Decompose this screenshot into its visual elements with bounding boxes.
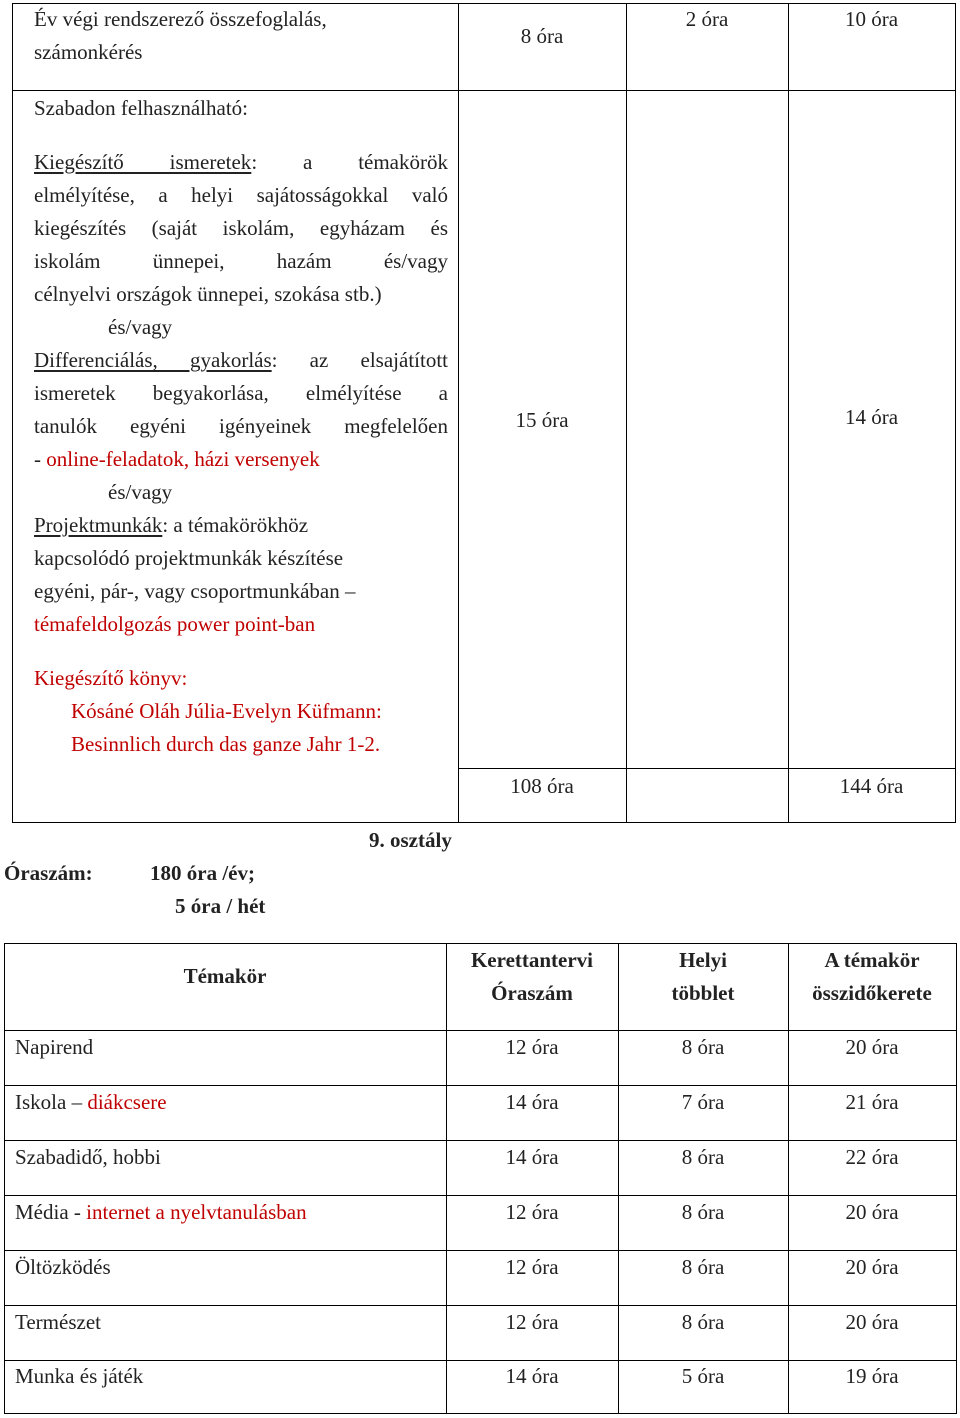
topic-name: Öltözködés bbox=[15, 1255, 111, 1279]
supplementary-book-label: Kiegészítő könyv: bbox=[34, 666, 188, 690]
header-local-extra: Helyi többlet bbox=[671, 948, 735, 1005]
local-hours: 7 óra bbox=[681, 1090, 725, 1114]
free-use-framework-hours: 15 óra bbox=[515, 408, 569, 432]
or-separator: és/vagy bbox=[108, 315, 173, 339]
framework-hours: 14 óra bbox=[505, 1145, 559, 1169]
local-hours: 8 óra bbox=[681, 1310, 725, 1334]
topic-name: Iskola – diákcsere bbox=[15, 1090, 167, 1114]
total-hours: 20 óra bbox=[845, 1310, 899, 1334]
hours-label: Óraszám: bbox=[4, 861, 93, 885]
differentiation-line: Differenciálás, gyakorlás: az elsajátított bbox=[34, 348, 448, 372]
framework-hours: 14 óra bbox=[505, 1090, 559, 1114]
framework-hours: 12 óra bbox=[505, 1035, 559, 1059]
grade-title: 9. osztály bbox=[369, 828, 452, 852]
extra-knowledge-line: Kiegészítő ismeretek: a témakörök bbox=[34, 150, 449, 174]
framework-hours: 12 óra bbox=[505, 1200, 559, 1224]
supplementary-book-title: Besinnlich durch das ganze Jahr 1-2. bbox=[71, 732, 381, 756]
topic-name: Média - internet a nyelvtanulásban bbox=[15, 1200, 307, 1224]
free-use-heading: Szabadon felhasználható: bbox=[34, 96, 248, 120]
grand-total-all: 144 óra bbox=[839, 774, 904, 798]
total-hours: 20 óra bbox=[845, 1200, 899, 1224]
hours-per-week: 5 óra / hét bbox=[175, 894, 266, 918]
projects-line: Projektmunkák: a témakörökhöz bbox=[34, 513, 309, 537]
framework-hours: 14 óra bbox=[505, 1364, 559, 1388]
local-hours: 8 óra bbox=[681, 1145, 725, 1169]
header-total-time: A témakör összidőkerete bbox=[812, 948, 932, 1005]
free-use-block: Szabadon felhasználható: Kiegészítő ismeretek: a témakörök elmélyítése, a helyi sajátosságokkal való kiegészítés (saját iskolám, egyházam és iskolám ünnepei, hazám és/vagy célnyelvi országok ünnepei, szokása stb.) és/vagy Differenciálás, gyakorlás: az elsajátított ismeretek begyakorlása, elmélyítése a tanulók egyéni igényeinek megfelelően - online-feladatok, házi versenyek és/vagy Projektmunkák: a témakörökhöz kapcsolódó projektmunkák készítése egyéni, pár-, vagy csoportmunkában – témafeldolgozás power point-ban Kiegészítő könyv: Kósáné Oláh Júlia-Evelyn Küfmann: Besinnlich durch das ganze Jahr 1-2. bbox=[34, 92, 448, 761]
local-hours: 8 óra bbox=[681, 1035, 725, 1059]
total-hours: 20 óra bbox=[845, 1035, 899, 1059]
summary-framework-hours: 8 óra bbox=[520, 24, 564, 48]
summary-local-hours: 2 óra bbox=[685, 7, 729, 31]
local-hours: 8 óra bbox=[681, 1200, 725, 1224]
topic-name: Természet bbox=[15, 1310, 101, 1334]
hours-per-year: 180 óra /év; bbox=[150, 861, 255, 885]
total-hours: 19 óra bbox=[845, 1364, 899, 1388]
framework-hours: 12 óra bbox=[505, 1255, 559, 1279]
local-hours: 8 óra bbox=[681, 1255, 725, 1279]
header-framework-hours: Kerettantervi Óraszám bbox=[470, 948, 594, 1005]
total-hours: 21 óra bbox=[845, 1090, 899, 1114]
framework-hours: 12 óra bbox=[505, 1310, 559, 1334]
header-topic: Témakör bbox=[183, 964, 267, 988]
or-separator: és/vagy bbox=[108, 480, 173, 504]
summary-title: Év végi rendszerező összefoglalás, számonkérés bbox=[34, 7, 327, 64]
supplementary-book-author: Kósáné Oláh Júlia-Evelyn Küfmann: bbox=[71, 699, 382, 723]
local-hours: 5 óra bbox=[681, 1364, 725, 1388]
total-hours: 20 óra bbox=[845, 1255, 899, 1279]
topic-name: Napirend bbox=[15, 1035, 94, 1059]
grand-total-framework: 108 óra bbox=[510, 774, 574, 798]
topic-name: Munka és játék bbox=[15, 1364, 144, 1388]
free-use-total-hours: 14 óra bbox=[844, 405, 899, 429]
total-hours: 22 óra bbox=[845, 1145, 899, 1169]
topic-name: Szabadidő, hobbi bbox=[15, 1145, 161, 1169]
summary-total-hours: 10 óra bbox=[844, 7, 899, 31]
